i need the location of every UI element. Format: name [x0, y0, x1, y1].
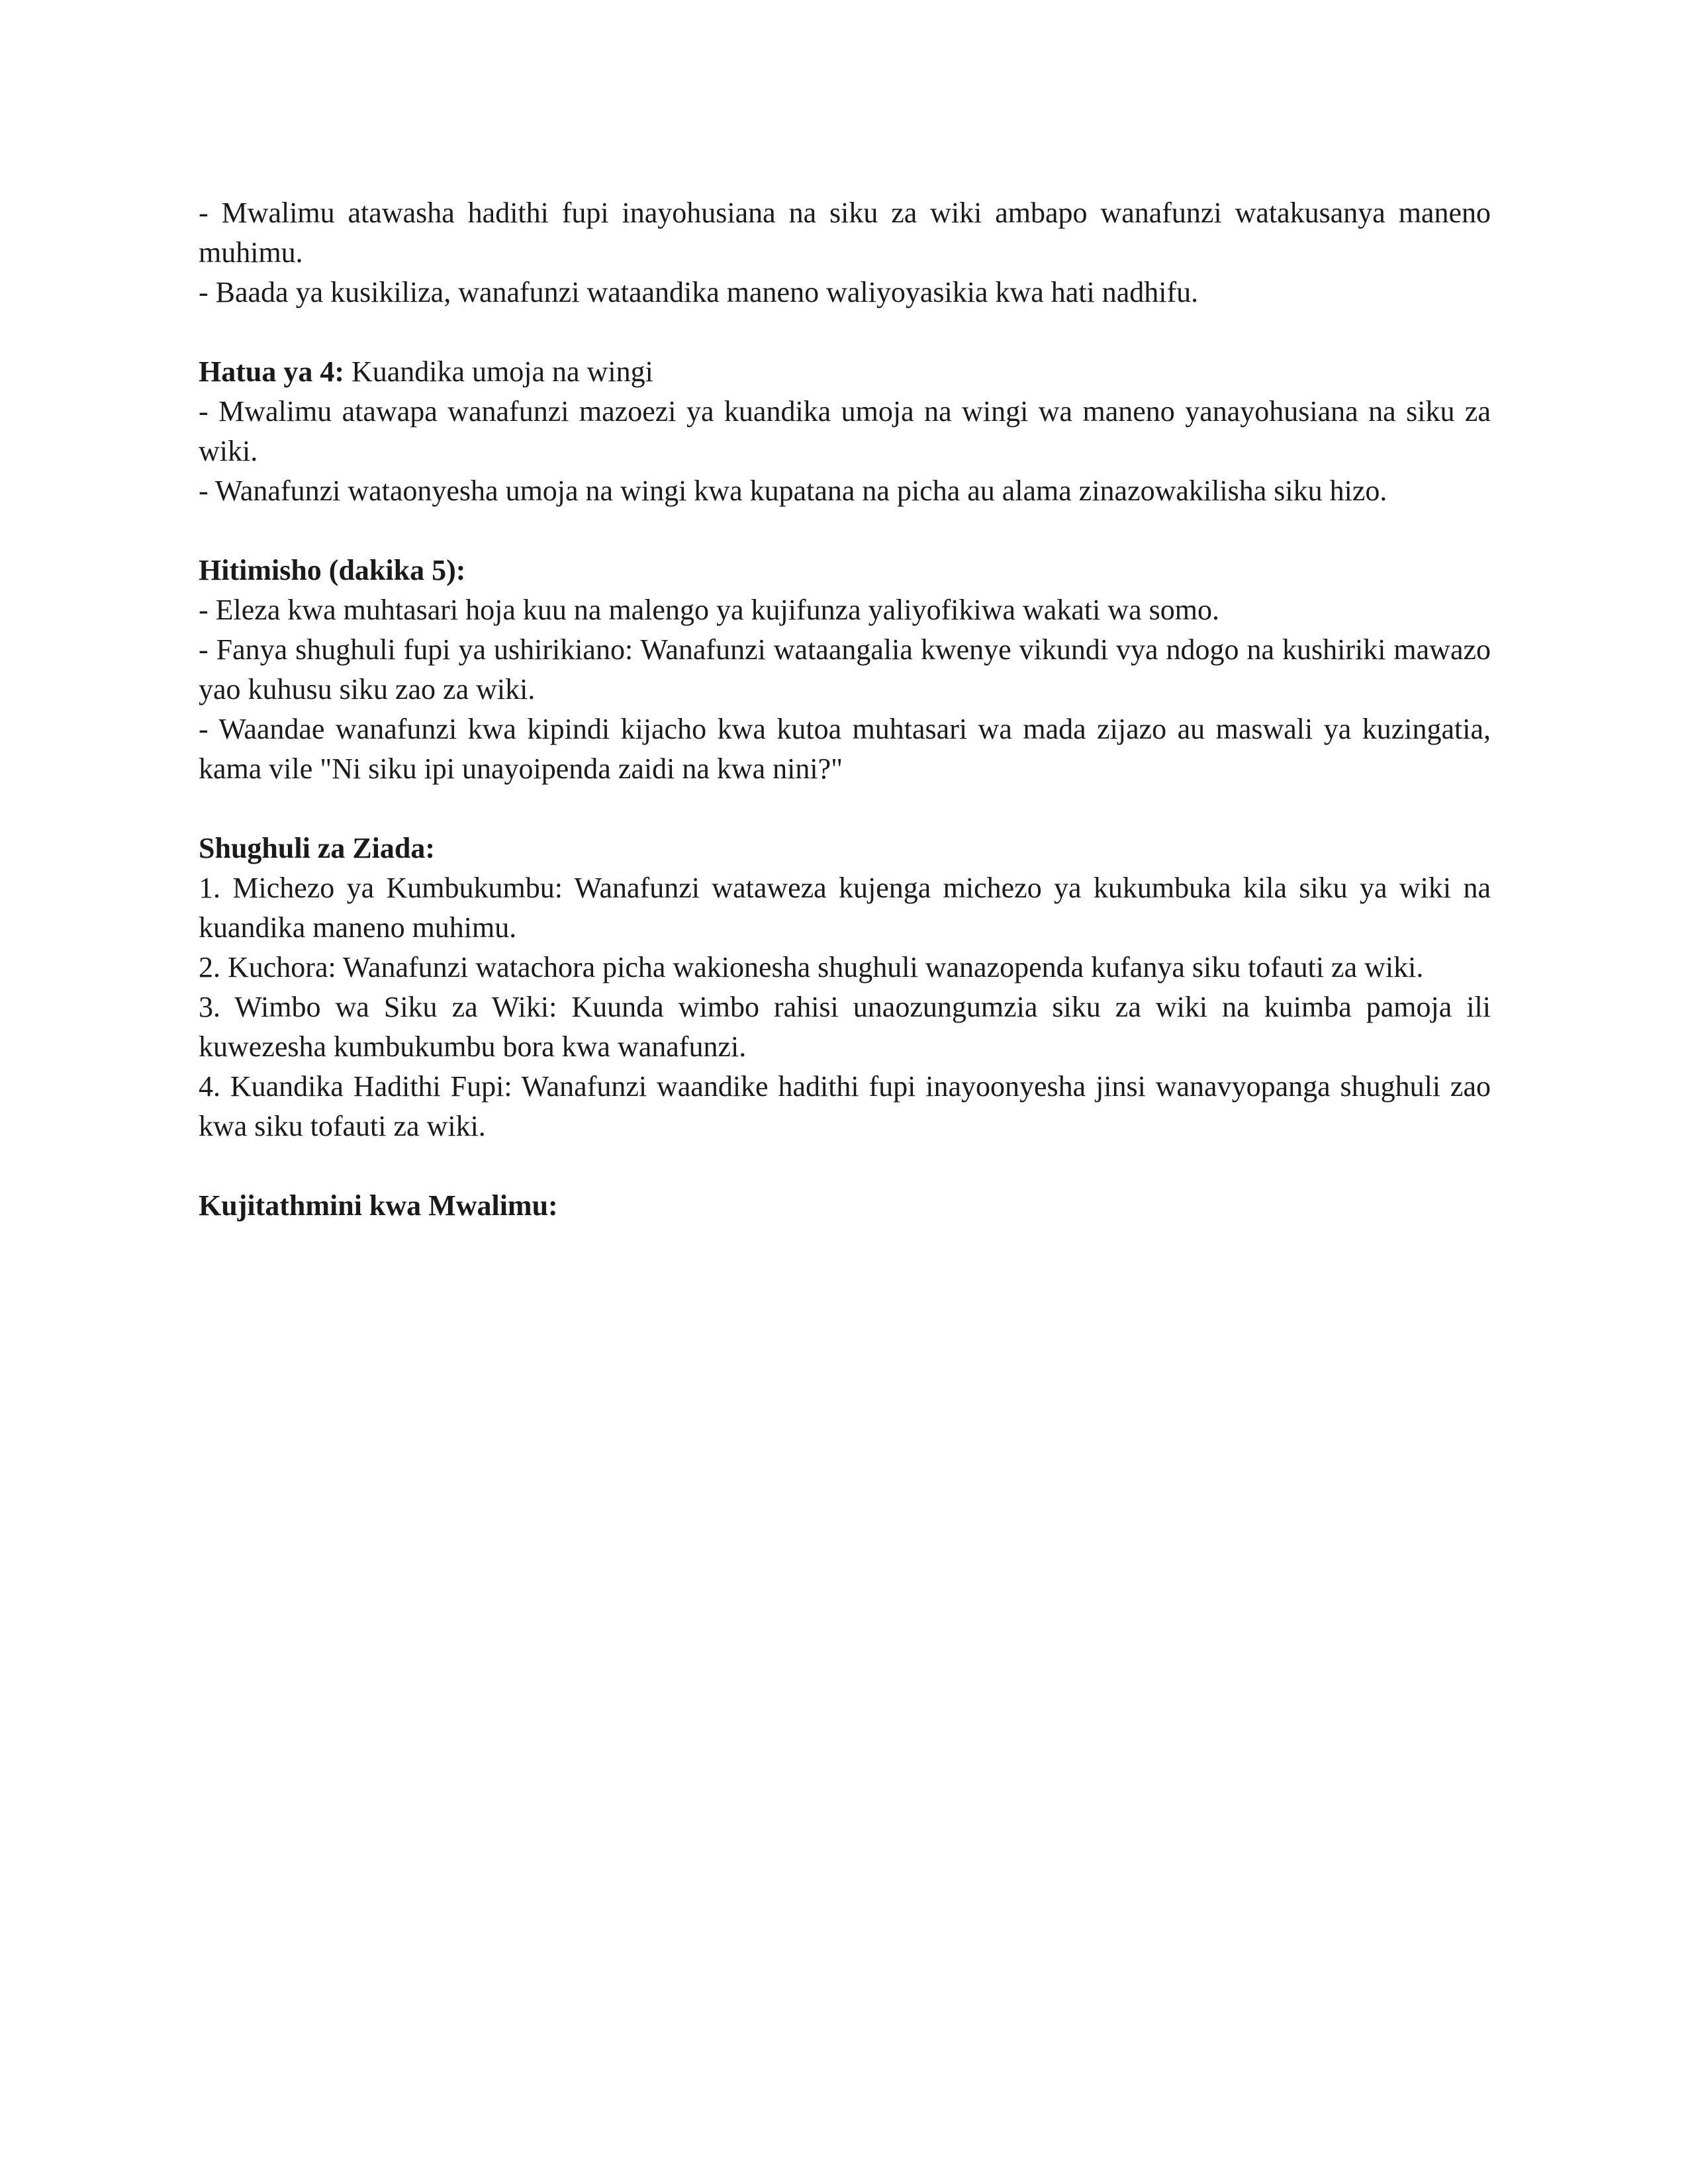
step4-line-2: - Wanafunzi wataonyesha umoja na wingi kwa kupatana na picha au alama zinazowakilisha siku hizo.: [199, 475, 1387, 507]
paragraph-gap: [199, 312, 1491, 352]
extra-item-3: 3. Wimbo wa Siku za Wiki: Kuunda wimbo rahisi unaozungumzia siku za wiki na kuimba pamoja ili kuwezesha kumbukumbu bora kwa wanafunzi.: [199, 991, 1491, 1063]
conclusion-line-3: - Waandae wanafunzi kwa kipindi kijacho kwa kutoa muhtasari wa mada zijazo au maswali ya kuzingatia, kama vile "Ni siku ipi unayoipenda zaidi na kwa nini?": [199, 713, 1491, 785]
extra-item-1: 1. Michezo ya Kumbukumbu: Wanafunzi wataweza kujenga michezo ya kukumbuka kila siku ya wiki na kuandika maneno muhimu.: [199, 872, 1491, 944]
paragraph-gap: [199, 511, 1491, 551]
step4-heading-title: Kuandika umoja na wingi: [344, 355, 653, 388]
step4-line-1: - Mwalimu atawapa wanafunzi mazoezi ya kuandika umoja na wingi wa maneno yanayohusiana na siku za wiki.: [199, 395, 1491, 467]
self-eval-heading: Kujitathmini kwa Mwalimu:: [199, 1189, 558, 1222]
extra-heading: Shughuli za Ziada:: [199, 832, 436, 864]
intro-line-1: - Mwalimu atawasha hadithi fupi inayohusiana na siku za wiki ambapo wanafunzi watakusanya maneno muhimu.: [199, 197, 1491, 269]
step4-heading: [199, 352, 1491, 392]
extra-item-2: 2. Kuchora: Wanafunzi watachora picha wakionesha shughuli wanazopenda kufanya siku tofauti za wiki.: [199, 951, 1424, 983]
conclusion-line-2: - Fanya shughuli fupi ya ushirikiano: Wanafunzi wataangalia kwenye vikundi vya ndogo na kushiriki mawazo yao kuhusu siku zao za wiki.: [199, 633, 1491, 705]
document-page: [199, 193, 1491, 1226]
conclusion-heading: Hitimisho (dakika 5):: [199, 554, 466, 586]
intro-line-2: - Baada ya kusikiliza, wanafunzi wataandika maneno waliyoyasikia kwa hati nadhifu.: [199, 276, 1199, 308]
paragraph-gap: [199, 1146, 1491, 1186]
step4-heading-label: Hatua ya 4:: [199, 355, 344, 388]
extra-item-4: 4. Kuandika Hadithi Fupi: Wanafunzi waandike hadithi fupi inayoonyesha jinsi wanavyopanga shughuli zao kwa siku tofauti za wiki.: [199, 1070, 1491, 1142]
conclusion-line-1: - Eleza kwa muhtasari hoja kuu na malengo ya kujifunza yaliyofikiwa wakati wa somo.: [199, 594, 1219, 626]
paragraph-gap: [199, 789, 1491, 829]
